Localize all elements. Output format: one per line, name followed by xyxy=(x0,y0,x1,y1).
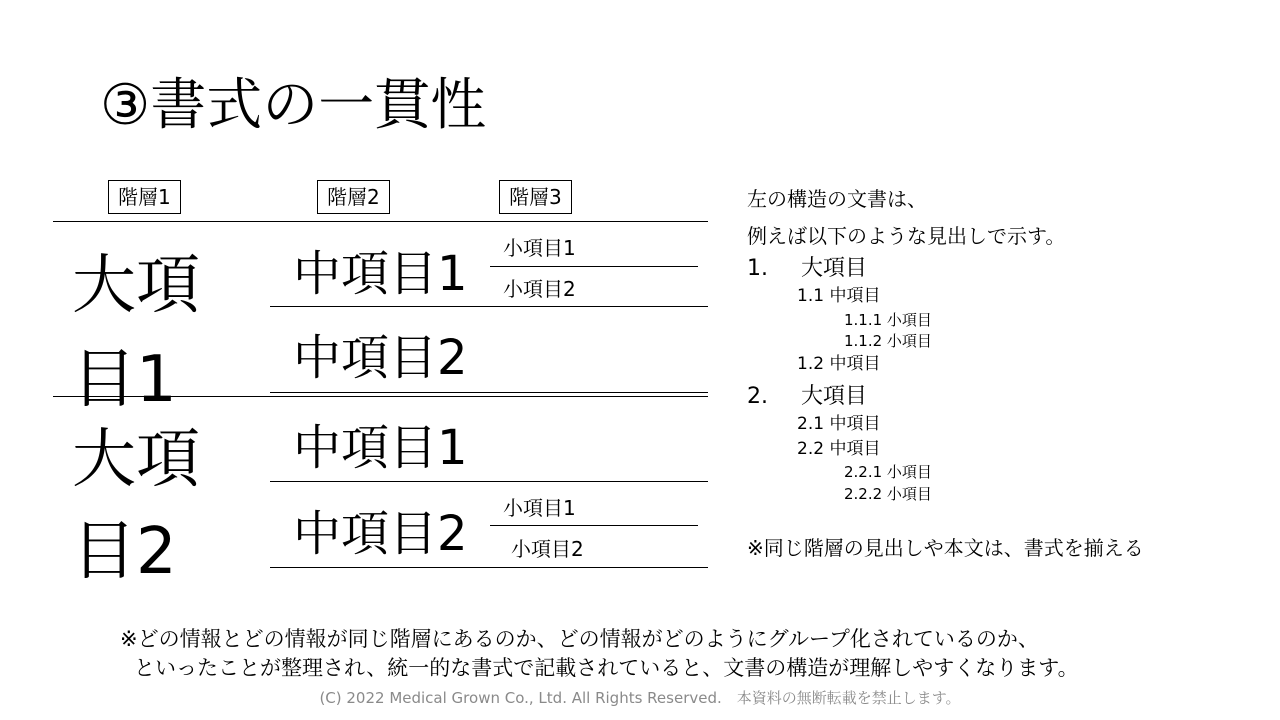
mid-item: 中項目2 xyxy=(293,506,468,562)
diagram-top-line xyxy=(53,221,708,222)
mid-divider-line xyxy=(270,481,708,482)
small-item: 小項目1 xyxy=(503,236,576,260)
small-item: 小項目2 xyxy=(503,277,576,301)
mid-divider-line xyxy=(270,392,708,393)
small-divider-line xyxy=(490,266,698,267)
explanation-intro: 左の構造の文書は、 xyxy=(747,187,927,211)
mid-item: 中項目2 xyxy=(293,330,468,386)
outline-number: 1. xyxy=(747,256,768,281)
bottom-note-line2: といったことが整理され、統一的な書式で記載されていると、文書の構造が理解しやすくなります。 xyxy=(134,656,1079,680)
outline-level1: 大項目 xyxy=(801,384,868,409)
formatting-note: ※同じ階層の見出しや本文は、書式を揃える xyxy=(747,536,1144,560)
outline-level3: 1.1.1 小項目 xyxy=(844,311,932,329)
large-item-1-part2: 目1 xyxy=(72,343,177,417)
outline-level1: 大項目 xyxy=(801,256,868,281)
outline-level2: 2.1 中項目 xyxy=(797,414,881,434)
small-divider-line xyxy=(490,525,698,526)
outline-level2: 2.2 中項目 xyxy=(797,439,881,459)
outline-number: 2. xyxy=(747,384,768,409)
outline-level3: 2.2.2 小項目 xyxy=(844,485,932,503)
large-item-1-part1: 大項 xyxy=(72,249,200,323)
outline-level3: 2.2.1 小項目 xyxy=(844,463,932,481)
diagram-bottom-line xyxy=(270,567,708,568)
large-item-2-part1: 大項 xyxy=(72,423,200,497)
small-item: 小項目2 xyxy=(511,537,584,561)
mid-item: 中項目1 xyxy=(293,246,468,302)
header-level3: 階層3 xyxy=(499,180,572,214)
header-level1: 階層1 xyxy=(108,180,181,214)
outline-level2: 1.2 中項目 xyxy=(797,354,881,374)
copyright-footer: (C) 2022 Medical Grown Co., Ltd. All Rights Reserved. 本資料の無断転載を禁止します。 xyxy=(319,689,961,707)
outline-level3: 1.1.2 小項目 xyxy=(844,332,932,350)
mid-divider-line xyxy=(270,306,708,307)
large-item-2-part2: 目2 xyxy=(72,515,177,589)
small-item: 小項目1 xyxy=(503,496,576,520)
slide-title: ③書式の一貫性 xyxy=(100,73,487,138)
mid-item: 中項目1 xyxy=(293,420,468,476)
bottom-note-line1: ※どの情報とどの情報が同じ階層にあるのか、どの情報がどのようにグループ化されているのか、 xyxy=(120,627,1039,651)
outline-level2: 1.1 中項目 xyxy=(797,286,881,306)
header-level2: 階層2 xyxy=(317,180,390,214)
explanation-intro: 例えば以下のような見出しで示す。 xyxy=(747,224,1066,248)
